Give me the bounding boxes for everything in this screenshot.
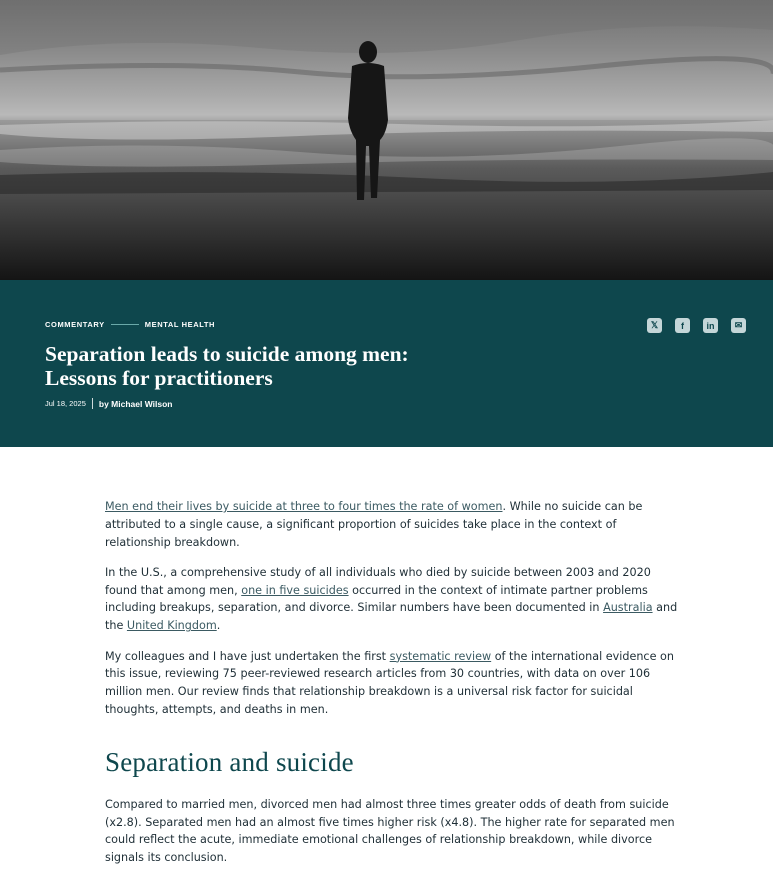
author-link[interactable]: by Michael Wilson (98, 398, 173, 409)
paragraph-2: In the U.S., a comprehensive study of all individuals who died by suicide between 2003 and 2020 found that among men, one in five suicides occurred in the context of intimate partner problems including breakups, separation, and divorce. Similar numbers have been documented in Australia and the United Kingdom. (105, 565, 678, 633)
share-bar (647, 318, 746, 333)
facebook-icon[interactable]: f (675, 318, 690, 333)
x-icon[interactable]: 𝕏 (647, 318, 662, 333)
category-link[interactable]: COMMENTARY (45, 320, 105, 329)
one-in-five-link[interactable]: one in five suicides (241, 583, 349, 597)
paragraph-1: Men end their lives by suicide at three to four times the rate of women. While no suicide can be attributed to a single cause, a significant proportion of suicides take place in the context of relationship breakdown. (105, 500, 643, 549)
rate-of-suicide-link[interactable]: Men end their lives by suicide at three to four times the rate of women (105, 500, 503, 513)
breadcrumb-divider (111, 324, 139, 325)
publish-date: Jul 18, 2025 (45, 399, 86, 408)
page-title: Separation leads to suicide among men: Lessons for practitioners (45, 342, 409, 390)
paragraph-3: My colleagues and I have just undertaken the first systematic review of the international evidence on this issue, reviewing 75 peer-reviewed research articles from 30 countries, with data on over 106 million men. Our review finds that relationship breakdown is a universal risk factor for suicidal thoughts, attempts, and deaths in men. (105, 649, 674, 716)
article-meta (45, 398, 172, 409)
email-icon[interactable]: ✉ (731, 318, 746, 333)
breadcrumb (45, 320, 215, 329)
meta-divider (92, 398, 93, 409)
australia-link[interactable]: Australia (603, 601, 653, 615)
article-header (0, 280, 773, 447)
hero-illustration (0, 0, 773, 280)
paragraph-4: Compared to married men, divorced men had almost three times greater odds of death from suicide (x2.8). Separated men had an almost five times higher risk (x4.8). The higher rate for separated men could reflect the acute, immediate emotional challenges of relationship breakdown, while divorce signals its conclusion. (105, 797, 675, 865)
topic-link[interactable]: MENTAL HEALTH (144, 320, 216, 329)
united-kingdom-link[interactable]: United Kingdom (126, 619, 217, 633)
systematic-review-link[interactable]: systematic review (389, 649, 492, 663)
linkedin-icon[interactable]: in (703, 318, 718, 333)
hero-image (0, 0, 773, 280)
section-heading: Separation and suicide (105, 746, 354, 777)
